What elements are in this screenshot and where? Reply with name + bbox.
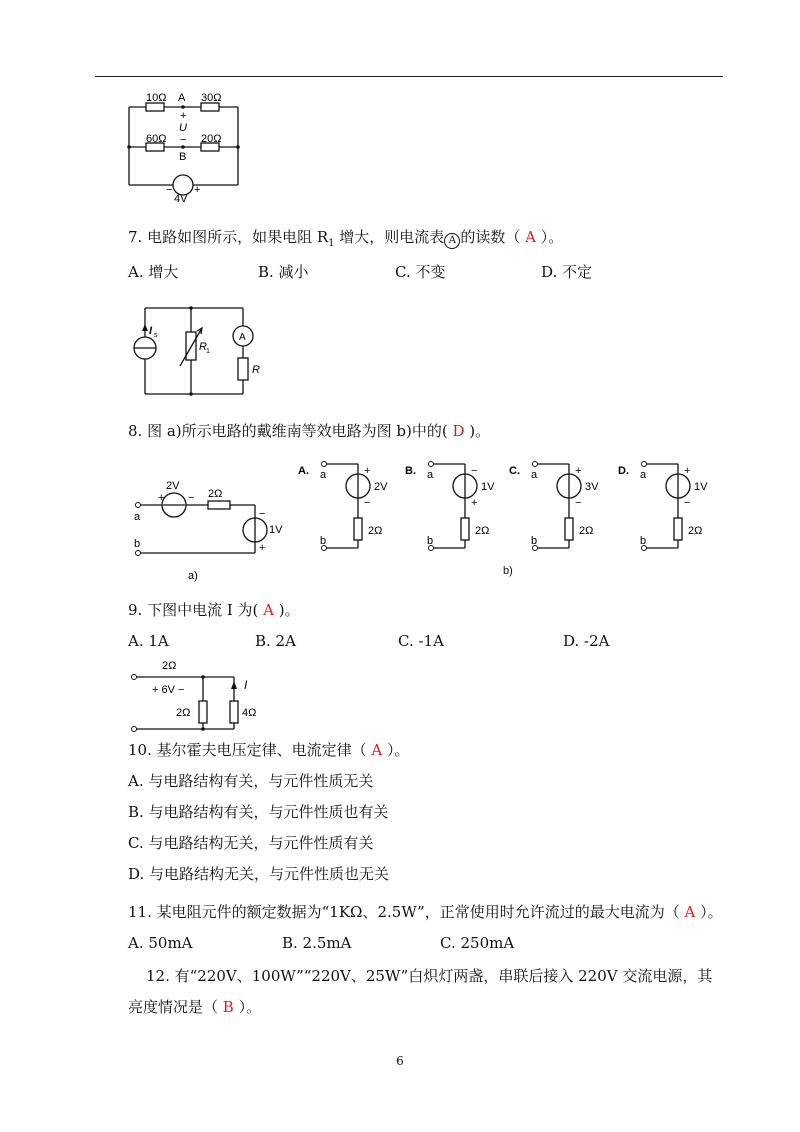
header-rule — [95, 76, 723, 77]
u-minus: − — [180, 134, 187, 146]
src-plus: + — [194, 184, 201, 196]
q7-circuit-figure — [128, 300, 264, 398]
q11-option-c: C. 250mA — [440, 934, 515, 952]
ammeter-symbol: A — [444, 233, 460, 249]
fig-a-1v: 1V — [269, 524, 283, 536]
svg-text:2Ω: 2Ω — [475, 525, 490, 537]
q9-current-label: I — [244, 678, 248, 692]
node-a-dot — [181, 105, 185, 109]
fig-a-caption: a) — [188, 570, 198, 582]
circuit-bridge-figure — [126, 92, 241, 204]
r1-label: R — [199, 341, 207, 353]
arrow-up-icon — [142, 324, 148, 331]
q9-r-top: 2Ω — [162, 660, 177, 672]
svg-text:3V: 3V — [585, 481, 599, 493]
r-label: R — [252, 364, 260, 376]
svg-text:b: b — [531, 535, 538, 547]
q7-option-b: B. 减小 — [258, 263, 309, 281]
svg-text:+: + — [471, 497, 478, 509]
q9-option-a: A. 1A — [128, 632, 169, 650]
arrow-up-icon — [231, 681, 237, 689]
q11-option-a: A. 50mA — [128, 934, 193, 952]
question-9: 9. 下图中电流 I 为( A )。 — [128, 601, 300, 619]
svg-text:−: − — [188, 492, 195, 504]
q7-option-c: C. 不变 — [395, 263, 446, 281]
svg-text:b: b — [640, 535, 647, 547]
q9-answer: A — [263, 601, 275, 619]
svg-text:b: b — [427, 535, 434, 547]
q10-option-a: A. 与电路结构有关，与元件性质无关 — [128, 772, 374, 790]
svg-text:2Ω: 2Ω — [368, 525, 383, 537]
svg-text:a: a — [531, 469, 538, 481]
r-10-label: 10Ω — [146, 92, 167, 104]
r-60-label: 60Ω — [146, 133, 167, 145]
q7-option-d: D. 不定 — [541, 263, 593, 281]
src-value: 4V — [174, 193, 188, 204]
q12-answer: B — [222, 998, 234, 1016]
q10-option-b: B. 与电路结构有关，与元件性质也有关 — [128, 803, 389, 821]
q10-option-c: C. 与电路结构无关，与元件性质有关 — [128, 834, 374, 852]
svg-text:+: + — [259, 542, 266, 554]
q8-figure-a — [130, 475, 285, 585]
q8-answer: D — [452, 422, 465, 440]
q9-r-right: 4Ω — [242, 707, 257, 719]
fig-a-2ohm: 2Ω — [208, 488, 223, 500]
q9-r-mid: 2Ω — [176, 707, 191, 719]
fig-a-terminal-b: b — [134, 538, 141, 550]
q7-answer: A — [525, 228, 536, 246]
q8-option-d-figure — [618, 458, 720, 558]
u-label: U — [179, 122, 187, 134]
r-30-label: 30Ω — [201, 92, 222, 104]
q8-option-a-figure — [298, 458, 400, 558]
q9-option-d: D. -2A — [563, 632, 610, 650]
svg-text:+: + — [575, 465, 582, 477]
q7-option-a: A. 增大 — [128, 263, 179, 281]
question-7: 7. 电路如图所示，如果电阻 $R_1$ 增大，则电流表 A 的读数（ A ）。 — [128, 228, 564, 249]
r-20-label: 20Ω — [201, 133, 222, 145]
svg-text:B.: B. — [405, 465, 416, 477]
is-label: I — [149, 325, 153, 337]
svg-text:1V: 1V — [694, 481, 708, 493]
svg-text:+: + — [364, 465, 371, 477]
svg-text:a: a — [320, 469, 327, 481]
svg-text:+: + — [684, 465, 691, 477]
q8-option-c-figure — [509, 458, 611, 558]
svg-text:−: − — [471, 465, 478, 477]
svg-text:s: s — [154, 332, 158, 339]
q11-answer: A — [684, 903, 696, 921]
svg-text:D.: D. — [618, 465, 629, 477]
node-b-label: B — [179, 151, 187, 163]
svg-text:2Ω: 2Ω — [579, 525, 594, 537]
q11-option-b: B. 2.5mA — [282, 934, 352, 952]
q9-source: + 6V − — [152, 684, 185, 696]
svg-text:−: − — [259, 508, 266, 520]
q9-circuit-figure — [128, 655, 278, 735]
svg-text:−: − — [684, 497, 691, 509]
svg-text:2V: 2V — [374, 481, 388, 493]
question-12-line2: 亮度情况是（ B ）。 — [128, 998, 262, 1016]
q9-option-b: B. 2A — [255, 632, 296, 650]
svg-text:+: + — [158, 492, 165, 504]
svg-text:A.: A. — [298, 465, 309, 477]
question-11: 11. 某电阻元件的额定数据为“1KΩ、2.5W”，正常使用时允许流过的最大电流为（ A ）。 — [128, 903, 723, 921]
svg-text:−: − — [364, 497, 371, 509]
question-8: 8. 图 a)所示电路的戴维南等效电路为图 b)中的( D )。 — [128, 422, 491, 440]
page-number: 6 — [396, 1054, 404, 1068]
svg-text:b: b — [320, 535, 327, 547]
svg-text:C.: C. — [509, 465, 520, 477]
q9-option-c: C. -1A — [398, 632, 444, 650]
question-12-line1: 12. 有“220V、100W”“220V、25W”白炽灯两盏，串联后接入 220V 交流电源，其 — [146, 967, 713, 985]
svg-text:1V: 1V — [481, 481, 495, 493]
u-plus: + — [180, 110, 187, 122]
svg-text:a: a — [640, 469, 647, 481]
question-10: 10. 基尔霍夫电压定律、电流定律（ A ）。 — [128, 741, 410, 759]
q10-option-d: D. 与电路结构无关，与元件性质也无关 — [128, 865, 390, 883]
ammeter-label: A — [239, 332, 246, 343]
q8-option-b-figure — [405, 458, 507, 558]
node-a-label: A — [178, 92, 186, 104]
fig-a-terminal-a: a — [134, 511, 141, 523]
fig-a-2v: 2V — [166, 480, 180, 492]
svg-text:1: 1 — [206, 348, 210, 355]
svg-text:−: − — [575, 497, 582, 509]
fig-b-caption: b) — [503, 565, 513, 577]
src-minus: − — [166, 184, 173, 196]
svg-text:a: a — [427, 469, 434, 481]
q10-answer: A — [371, 741, 383, 759]
svg-text:2Ω: 2Ω — [688, 525, 703, 537]
